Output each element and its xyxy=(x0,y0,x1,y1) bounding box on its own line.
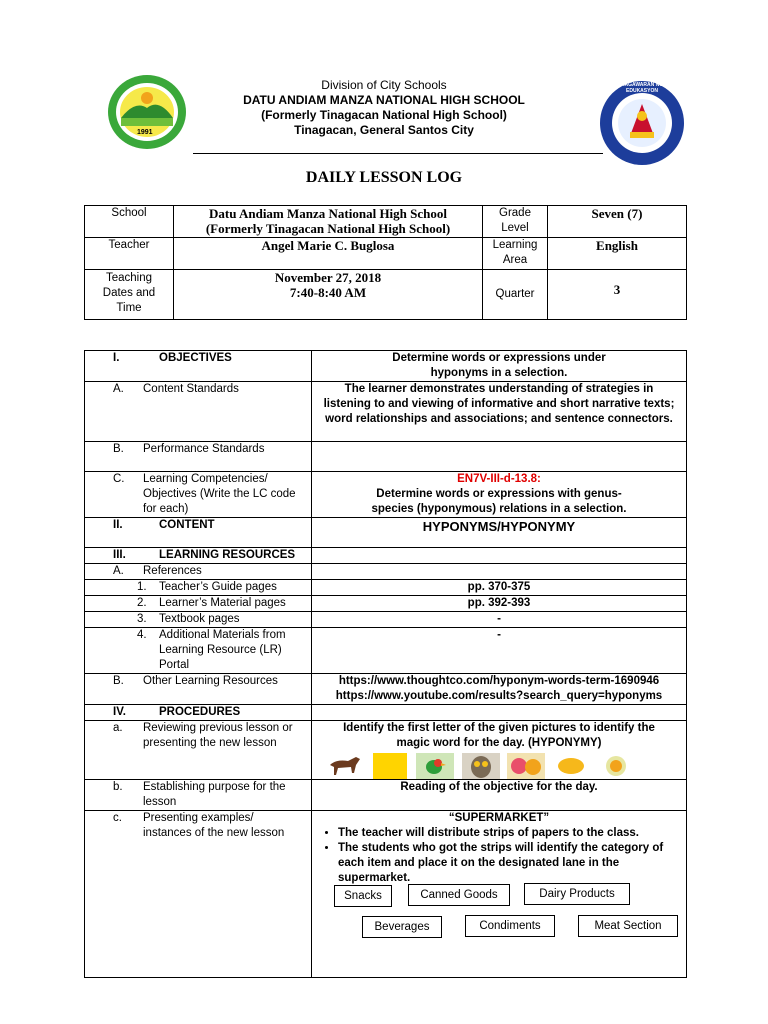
performance-standards-value xyxy=(312,442,687,472)
additional-materials-label: 4. Additional Materials from Learning Resource (LR) Portal xyxy=(85,628,312,674)
dairy-products-box: Dairy Products xyxy=(524,883,630,905)
textbook-value: - xyxy=(312,612,687,628)
bullet-1: • The teacher will distribute strips of papers to the class. xyxy=(338,826,682,841)
content-label: II. CONTENT xyxy=(85,518,312,548)
competencies-value: EN7V-III-d-13.8: Determine words or expressions with genus-species (hyponymous) relations in a selection. xyxy=(312,472,687,518)
header-rule xyxy=(193,153,603,154)
learning-resources-value xyxy=(312,548,687,564)
learning-resources-label: III. LEARNING RESOURCES xyxy=(85,548,312,564)
owl-picture xyxy=(462,753,500,779)
teachers-guide-value: pp. 370-375 xyxy=(312,580,687,596)
deped-seal-text: KAGAWARAN NG EDUKASYON xyxy=(620,82,664,94)
school-former-name: (Formerly Tinagacan National High School) xyxy=(261,108,507,122)
establishing-value: Reading of the objective for the day. xyxy=(312,780,687,811)
youtube-link[interactable]: https://www.youtube.com/results?search_query=hyponyms xyxy=(335,690,663,702)
competencies-label: C. Learning Competencies/ Objectives (Write the LC code for each) xyxy=(85,472,312,518)
area-label: Learning Area xyxy=(483,238,548,270)
area-value: English xyxy=(548,238,687,270)
canned-goods-box: Canned Goods xyxy=(408,884,510,906)
content-value: HYPONYMS/HYPONYMY xyxy=(312,518,687,548)
dates-value: November 27, 2018 7:40-8:40 AM xyxy=(174,270,483,320)
learners-material-value: pp. 392-393 xyxy=(312,596,687,612)
school-address: Tinagacan, General Santos City xyxy=(294,123,474,137)
horse-picture xyxy=(326,753,364,779)
lc-code: EN7V-III-d-13.8: xyxy=(457,473,541,485)
teachers-guide-label: 1. Teacher’s Guide pages xyxy=(85,580,312,596)
meat-section-box: Meat Section xyxy=(578,915,678,937)
beverages-box: Beverages xyxy=(362,916,442,938)
egg-picture xyxy=(597,753,635,779)
quarter-label: Quarter xyxy=(483,270,548,320)
content-standards-label: A. Content Standards xyxy=(85,382,312,442)
fruit-picture xyxy=(507,753,545,779)
objectives-value: Determine words or expressions under hyponyms in a selection. xyxy=(312,351,687,382)
learners-material-label: 2. Learner’s Material pages xyxy=(85,596,312,612)
division-line: Division of City Schools xyxy=(321,78,447,92)
snacks-box: Snacks xyxy=(334,885,392,907)
grade-value: Seven (7) xyxy=(548,206,687,238)
school-logo-year: 1991 xyxy=(137,129,153,136)
additional-materials-value: - xyxy=(312,628,687,674)
presenting-label: c. Presenting examples/ instances of the new lesson xyxy=(85,811,312,978)
teacher-value: Angel Marie C. Buglosa xyxy=(174,238,483,270)
procedures-label: IV. PROCEDURES xyxy=(85,705,312,721)
textbook-label: 3. Textbook pages xyxy=(85,612,312,628)
grade-label: Grade Level xyxy=(483,206,548,238)
reviewing-value: Identify the first letter of the given pictures to identify the magic word for the day. (HYPONYMY) xyxy=(312,721,687,780)
references-value xyxy=(312,564,687,580)
other-resources-value xyxy=(312,674,687,705)
other-resources-label: B. Other Learning Resources xyxy=(85,674,312,705)
procedures-value xyxy=(312,705,687,721)
objectives-label: I. OBJECTIVES xyxy=(85,351,312,382)
supermarket-title: “SUPERMARKET” xyxy=(448,812,550,824)
content-standards-value: The learner demonstrates understanding of strategies in listening to and viewing of informative and short narrative texts; word relationships and associations; and sentence connectors. xyxy=(312,382,687,442)
yellow-picture xyxy=(371,753,409,779)
thoughtco-link[interactable]: https://www.thoughtco.com/hyponym-words-term-1690946 xyxy=(338,675,660,687)
school-name: DATU ANDIAM MANZA NATIONAL HIGH SCHOOL xyxy=(243,93,525,107)
page-title: DAILY LESSON LOG xyxy=(305,169,463,186)
dates-label: Teaching Dates and Time xyxy=(85,270,174,320)
picture-strip xyxy=(316,751,682,779)
info-table xyxy=(84,205,687,320)
school-label: School xyxy=(85,206,174,238)
parrot-picture xyxy=(416,753,454,779)
quarter-value: 3 xyxy=(548,270,687,320)
mango-picture xyxy=(552,753,590,779)
establishing-label: b. Establishing purpose for the lesson xyxy=(85,780,312,811)
condiments-box: Condiments xyxy=(465,915,555,937)
reviewing-label: a. Reviewing previous lesson or presenting the new lesson xyxy=(85,721,312,780)
bullet-2: • The students who got the strips will identify the category of each item and place it on the designated lane in the supermarket. xyxy=(338,841,682,886)
school-value: Datu Andiam Manza National High School (Formerly Tinagacan National High School) xyxy=(174,206,483,238)
performance-standards-label: B. Performance Standards xyxy=(85,442,312,472)
references-label: A. References xyxy=(85,564,312,580)
teacher-label: Teacher xyxy=(85,238,174,270)
